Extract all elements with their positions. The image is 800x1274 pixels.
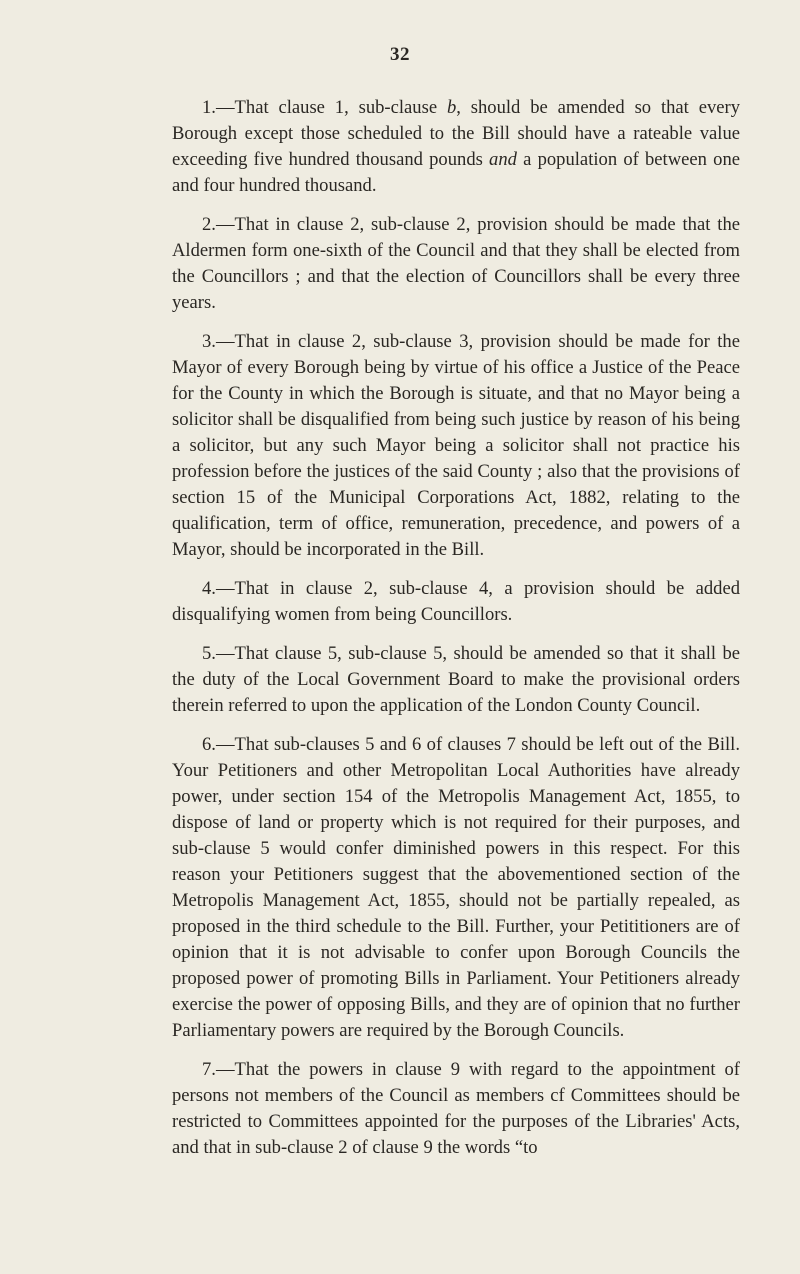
paragraph-1-italic-b: b (446, 97, 457, 118)
paragraph-1-text: 1.—That clause 1, sub-clause (202, 97, 447, 118)
paragraph-5-text: 5.—That clause 5, sub-clause 5, should be amended so that it shall be the duty of the Local Government Board to make the provisional orders therein referred to upon the application of the London County Council. (172, 643, 740, 716)
paragraph-5 (172, 641, 740, 719)
paragraph-2-text: 2.—That in clause 2, sub-clause 2, provision should be made that the Aldermen form one-sixth of the Council and that they shall be elected from the Councillors ; and that the election of Councillors shall be every three years. (172, 214, 740, 313)
paragraph-1-text-cont: , should be amended so that every Borough except those scheduled to the Bill should have a rateable value exceeding five hundred thousand pounds (172, 97, 740, 170)
paragraph-3 (172, 329, 740, 563)
paragraph-1-italic-and: and (489, 149, 517, 170)
paragraph-6 (172, 732, 740, 1044)
paragraph-6-text: 6.—That sub-clauses 5 and 6 of clauses 7 should be left out of the Bill. Your Petitioners and other Metropolitan Local Authorities have already power, under section 154 of the Metropolis Management Act, 1855, to dispose of land or property which is not required for their purposes, and sub-clause 5 would confer diminished powers in this respect. For this reason your Petitioners suggest that the abovementioned section of the Metropolis Management Act, 1855, should not be partially repealed, as proposed in the third schedule to the Bill. Further, your Petititioners are of opinion that it is not advisable to confer upon Borough Councils the proposed power of promoting Bills in Parliament. Your Petitioners already exercise the power of opposing Bills, and they are of opinion that no further Parliamentary powers are required by the Borough Councils. (172, 734, 740, 1041)
paragraph-1 (172, 95, 740, 199)
document-body (172, 95, 740, 1174)
paragraph-3-text: 3.—That in clause 2, sub-clause 3, provision should be made for the Mayor of every Borough being by virtue of his office a Justice of the Peace for the County in which the Borough is situate, and that no Mayor being a solicitor shall be disqualified from being such justice by reason of his being a solicitor, but any such Mayor being a solicitor shall not practice his profession before the justices of the said County ; also that the provisions of section 15 of the Municipal Corporations Act, 1882, relating to the qualification, term of office, remuneration, precedence, and powers of a Mayor, should be incorporated in the Bill. (172, 331, 740, 560)
paragraph-4-text: 4.—That in clause 2, sub-clause 4, a provision should be added disqualifying women from being Councillors. (172, 578, 740, 625)
paragraph-4 (172, 576, 740, 628)
paragraph-2 (172, 212, 740, 316)
paragraph-1-text-end: a population of between one and four hundred thousand. (172, 149, 740, 196)
page-number: 32 (390, 44, 410, 65)
paragraph-7 (172, 1057, 740, 1161)
paragraph-7-text: 7.—That the powers in clause 9 with regard to the appointment of persons not members of the Council as members cf Committees should be restricted to Committees appointed for the purposes of the Libraries' Acts, and that in sub-clause 2 of clause 9 the words “to (172, 1059, 740, 1158)
